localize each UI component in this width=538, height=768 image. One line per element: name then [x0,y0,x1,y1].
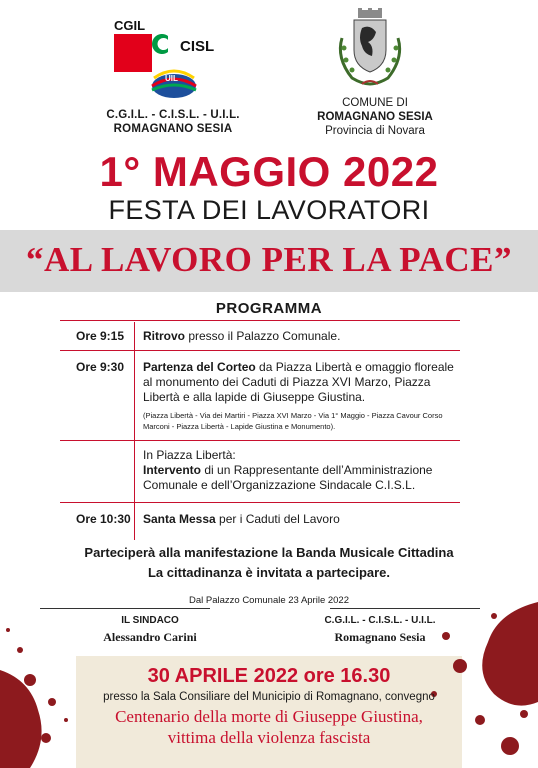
event-title-line2: vittima della violenza fascista [167,728,371,747]
divider [60,350,460,351]
event-title [0,706,538,748]
comune-province: Provincia di Novara [325,125,425,137]
schedule-desc [143,360,463,432]
coat-of-arms-icon [332,8,408,90]
slogan-text: “AL LAVORO PER LA PACE” [26,240,512,279]
route-note: (Piazza Libertà - Via dei Martiri - Piazza XVI Marzo - Via 1° Maggio - Piazza Cavour Corso Marconi - Piazza Libertà - Lapide Giustina e Monumento). [143,411,443,431]
schedule-time: Ore 9:30 [76,360,125,374]
schedule-text: presso il Palazzo Comunale. [185,329,341,343]
main-date-title: 1° MAGGIO 2022 [99,148,439,195]
invite-line: La cittadinanza è invitata a partecipare. [147,565,391,580]
schedule-bold: Santa Messa [143,512,216,526]
schedule-desc [143,329,463,344]
schedule-desc [143,448,463,493]
cgil-red-square [114,34,152,72]
comune-label: COMUNE DI [342,97,408,109]
divider-vertical [134,322,135,540]
schedule-bold: Partenza del Corteo [143,360,256,374]
schedule-text: di un Rappresentante dell’Amministrazione Comunale e dell’Organizzazione Sindacale C.I.S.L. [143,463,433,492]
divider [60,320,460,321]
signature-role: C.G.I.L. - C.I.S.L. - U.I.L. [324,615,436,626]
participation-note [0,543,538,583]
schedule-text: per i Caduti del Lavoro [215,512,340,526]
schedule-bold: Intervento [143,463,202,477]
banda-line: Parteciperà alla manifestazione la Banda Musicale Cittadina [84,545,454,560]
event-date: 30 APRILE 2022 ore 16.30 [147,665,391,687]
event-title-line1: Centenario della morte di Giuseppe Giustina, [115,707,423,726]
event-place: presso la Sala Consiliare del Municipio di Romagnano, convegno [103,691,435,703]
signature-name: Romagnano Sesia [334,630,426,644]
union-town: ROMAGNANO SESIA [113,123,233,135]
festa-subtitle: FESTA DEI LAVORATORI [108,195,430,225]
uil-logo-text: UIL [165,74,178,83]
divider [40,608,210,609]
comune-org-block [300,96,450,138]
schedule-time: Ore 9:15 [76,329,125,343]
uil-logo [152,71,196,98]
schedule-bold: Ritrovo [143,329,185,343]
divider [60,440,460,441]
signature-role: IL SINDACO [121,615,179,626]
schedule-text: da Piazza Libertà e omaggio floreale al monumento dei Caduti di Piazza XVI Marzo, Piazza Libertà e alla lapide di Giuseppe Giustina. [143,360,454,404]
signature-name: Alessandro Carini [103,630,197,644]
issue-dateline: Dal Palazzo Comunale 23 Aprile 2022 [188,595,349,606]
comune-town: ROMAGNANO SESIA [317,111,433,123]
programma-heading: PROGRAMMA [215,300,323,317]
schedule-time: Ore 10:30 [76,512,131,526]
divider [60,502,460,503]
union-logos [112,18,232,98]
cisl-logo-text: CISL [180,38,215,55]
union-names: C.G.I.L. - C.I.S.L. - U.I.L. [106,109,240,121]
union-org-block [78,108,268,136]
schedule-pre: In Piazza Libertà: [143,448,236,462]
schedule-desc [143,512,463,527]
cisl-logo [152,34,214,55]
cgil-logo-text: CGIL [114,18,146,33]
